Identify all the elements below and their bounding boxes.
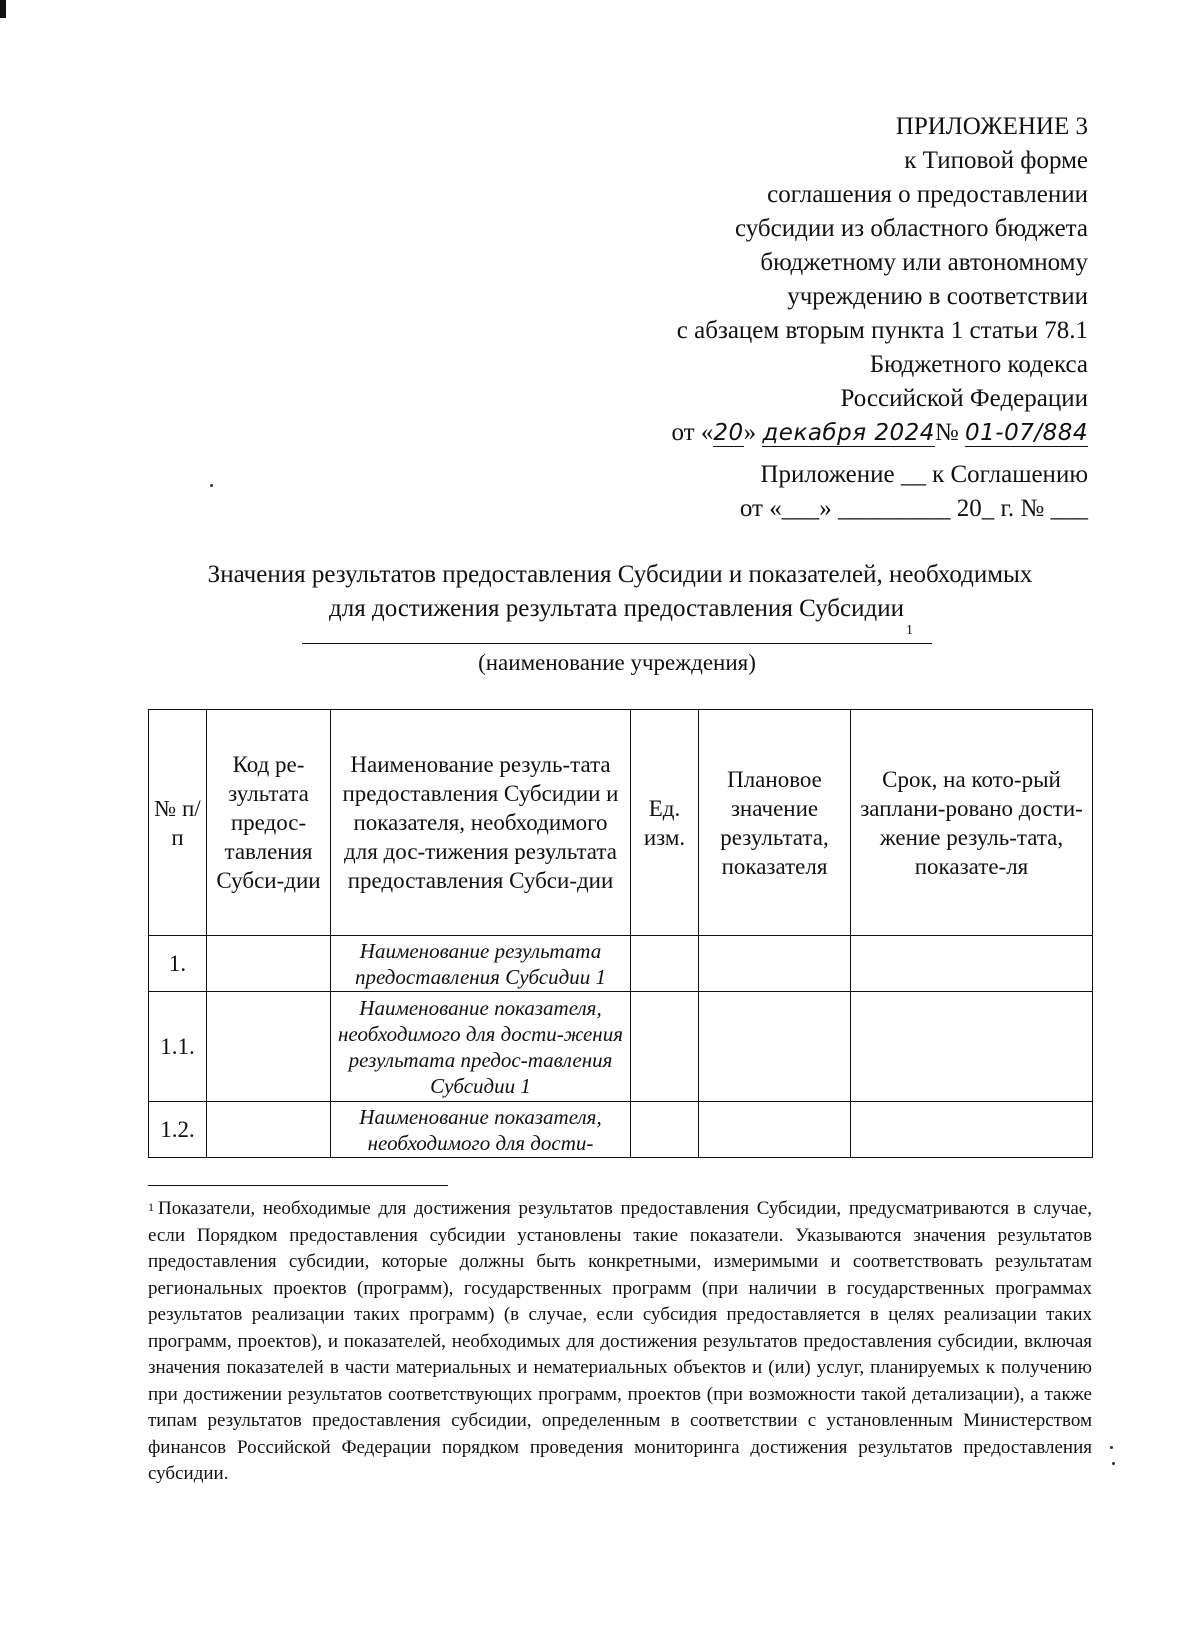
footnote [148,1196,1092,1488]
scan-speck [1112,1462,1115,1465]
column-header-term: Срок, на кото-рый заплани-ровано дости-жение резуль-тата, показате-ля [851,710,1093,936]
approval-date-line [672,416,1089,450]
header-line: к Типовой форме [904,147,1088,174]
header-line: учреждению в соответствии [787,283,1088,310]
handwritten-day: 20 [713,420,744,446]
row-term [851,1102,1093,1158]
table-header-row [149,710,1093,936]
title-line-1: Значения результатов предоставления Субсидии и показателей, необходимых [207,561,1033,588]
agreement-line-1: Приложение __ к Соглашению [760,461,1088,488]
footnote-separator [148,1185,448,1186]
row-code [207,936,331,992]
row-plan [699,936,851,992]
scan-speck [210,484,213,487]
agreement-line-2: от «___» _________ 20_ г. № ___ [739,495,1088,522]
row-code [207,1102,331,1158]
column-header-plan: Плановое значение результата, показателя [699,710,851,936]
column-header-number: № п/п [149,710,207,936]
title-line-2: для достижения результата предоставления Субсидии [329,595,904,622]
row-unit [631,1102,699,1158]
header-line: соглашения о предоставлении [767,181,1088,208]
scan-speck [1110,1446,1113,1449]
row-term [851,992,1093,1102]
results-table [148,709,1093,1158]
row-number: 1. [149,936,207,992]
column-header-code: Код ре-зультата предос-тавления Субси-дии [207,710,331,936]
row-unit [631,992,699,1102]
table-row [149,992,1093,1102]
row-name: Наименование показателя, необходимого для дости-жения результата предос-тавления Субсидии 1 [331,992,631,1102]
scan-corner-mark [0,0,6,18]
table-row [149,936,1093,992]
row-name: Наименование показателя, необходимого для дости- [331,1102,631,1158]
header-line: субсидии из областного бюджета [734,215,1088,242]
header-line: с абзацем вторым пункта 1 статьи 78.1 [676,317,1088,344]
document-title [150,558,1090,638]
number-prefix: № [934,419,966,446]
date-prefix: от « [671,419,714,446]
header-line: Российской Федерации [840,385,1088,412]
table-row [149,1102,1093,1158]
row-term [851,936,1093,992]
row-number: 1.2. [149,1102,207,1158]
handwritten-number: 01-07/884 [965,420,1088,446]
footnote-text: Показатели, необходимые для достижения результатов предоставления Субсидии, предусматриваются в случае, если Порядком предоставления субсидии установлены такие показатели. Указываются значения результатов предоставления субсидии, которые должны быть конкретными, измеримыми и соответствовать результатам региональных проектов (программ), государственных программ (при наличии в государственных программах результатов реализации таких программ) (в случае, если субсидия предоставляется в целях реализации таких программ, проектов), и показателей, необходимых для достижения результатов предоставления субсидии, включая значения показателей в части материальных и нематериальных объектов и (или) услуг, планируемых к получению при достижении результатов соответствующих программ, проектов (при возможности такой детализации), а также типам результатов предоставления субсидии, определенным в соответствии с установленным Министерством финансов Российской Федерации порядком проведения мониторинга достижения результатов предоставления субсидии. [148,1198,1092,1484]
footnote-reference: 1 [905,623,913,638]
date-mid: » [743,419,763,446]
row-number: 1.1. [149,992,207,1102]
institution-caption: (наименование учреждения) [478,650,756,675]
footnote-marker: 1 [148,1200,154,1214]
row-name: Наименование результата предоставления Субсидии 1 [331,936,631,992]
column-header-unit: Ед. изм. [631,710,699,936]
handwritten-month-year: декабря 2024 [762,420,935,446]
row-code [207,992,331,1102]
appendix-title: ПРИЛОЖЕНИЕ 3 [895,113,1088,140]
row-unit [631,936,699,992]
agreement-reference [740,458,1088,526]
column-header-name: Наименование резуль-тата предоставления Субсидии и показателя, необходимого для дос-тижения результата предоставления Субси-дии [331,710,631,936]
row-plan [699,1102,851,1158]
header-line: бюджетному или автономному [760,249,1088,276]
appendix-header [672,110,1089,450]
row-plan [699,992,851,1102]
header-line: Бюджетного кодекса [869,351,1088,378]
institution-name-line [302,643,932,644]
